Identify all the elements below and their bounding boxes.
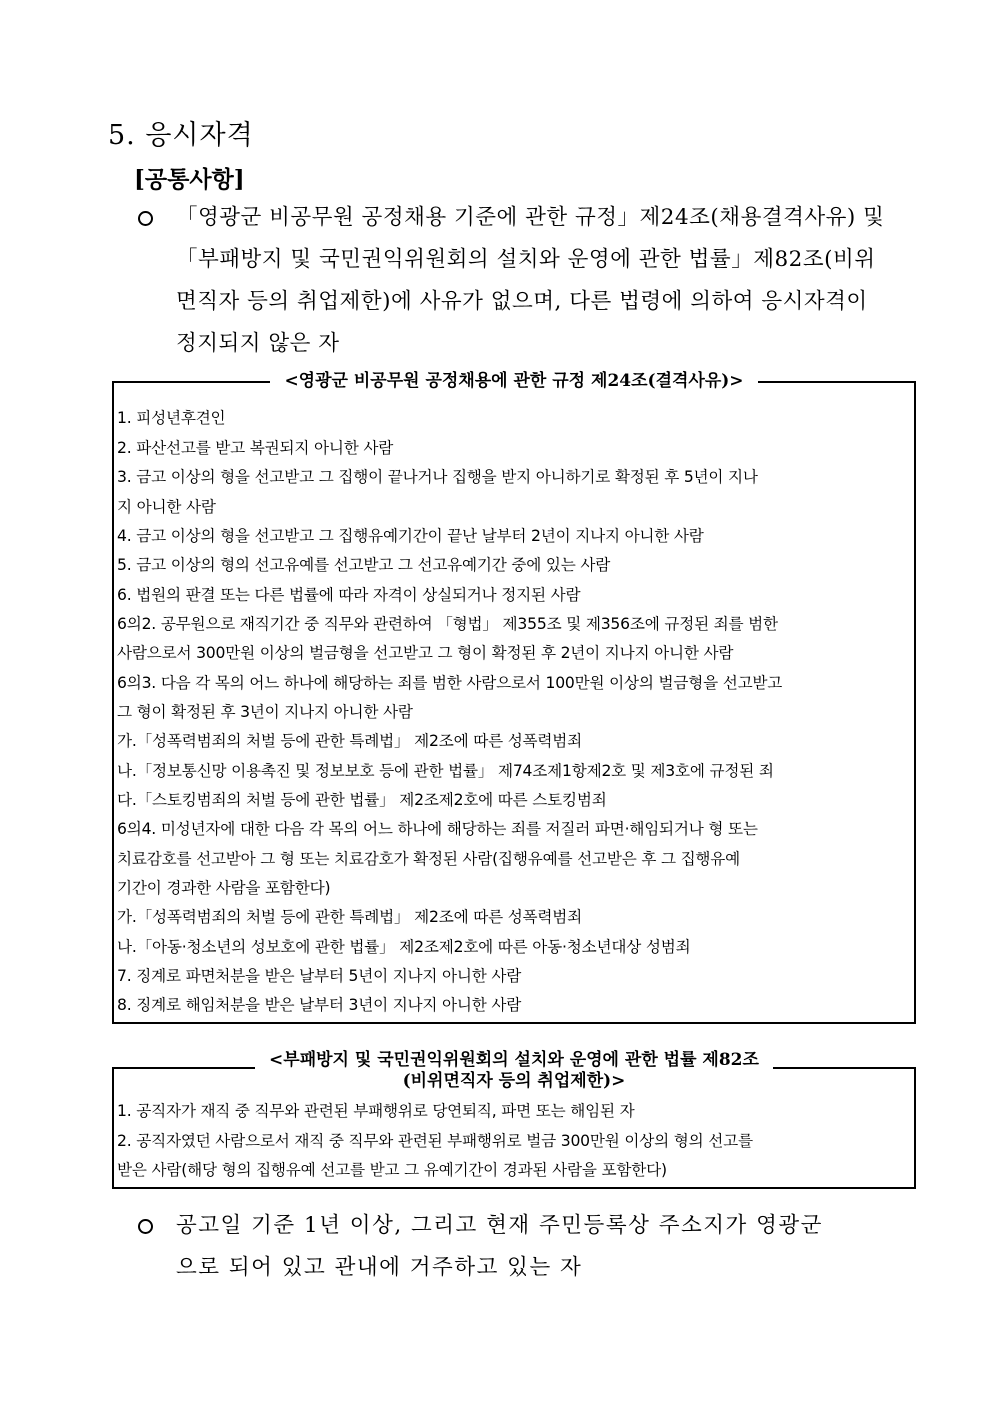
box-line: 7. 징계로 파면처분을 받은 날부터 5년이 지나지 아니한 사람 [117, 967, 522, 985]
bullet-line: 공고일 기준 1년 이상, 그리고 현재 주민등록상 주소지가 영광군 [176, 1213, 823, 1238]
box-line: 8. 징계로 해임처분을 받은 날부터 3년이 지나지 아니한 사람 [117, 996, 522, 1014]
box-line: 지 아니한 사람 [117, 498, 216, 516]
box-line: 사람으로서 300만원 이상의 벌금형을 선고받고 그 형이 확정된 후 2년이 지나지 아니한 사람 [117, 644, 734, 662]
bullet-item-eligibility [138, 200, 908, 360]
box-line: 6의2. 공무원으로 재직기간 중 직무와 관련하여 「형법」 제355조 및 제356조에 규정된 죄를 범한 [117, 615, 778, 633]
box-line: 나.「정보통신망 이용촉진 및 정보보호 등에 관한 법률」 제74조제1항제2호 및 제3호에 규정된 죄 [117, 762, 774, 780]
section-subheading: [공통사항] [134, 166, 245, 193]
box-line: 6. 법원의 판결 또는 다른 법률에 따라 자격이 상실되거나 정지된 사람 [117, 586, 581, 604]
box-line: 받은 사람(해당 형의 집행유예 선고를 받고 그 유예기간이 경과된 사람을 포함한다) [117, 1161, 667, 1179]
section-heading: 5. 응시자격 [108, 120, 254, 151]
box-line: 가.「성폭력범죄의 처벌 등에 관한 특례법」 제2조에 따른 성폭력범죄 [117, 908, 583, 926]
box-title [114, 371, 914, 392]
box-line: 1. 피성년후견인 [117, 409, 226, 427]
hollow-circle-icon [138, 1219, 153, 1234]
corruption-box [112, 1050, 916, 1189]
box-line: 4. 금고 이상의 형을 선고받고 그 집행유예기간이 끝난 날부터 2년이 지나지 아니한 사람 [117, 527, 704, 545]
box-line: 치료감호를 선고받아 그 형 또는 치료감호가 확정된 사람(집행유예를 선고받은 후 그 집행유예 [117, 850, 741, 868]
box-title-line: (비위면직자 등의 취업제한)> [402, 1071, 626, 1091]
box-line: 6의3. 다음 각 목의 어느 하나에 해당하는 죄를 범한 사람으로서 100만원 이상의 벌금형을 선고받고 [117, 674, 783, 692]
box-line: 2. 파산선고를 받고 복권되지 아니한 사람 [117, 439, 394, 457]
box-title [114, 1050, 914, 1092]
hollow-circle-icon [138, 211, 153, 226]
box-title-line: <부패방지 및 국민권익위원회의 설치와 운영에 관한 법률 제82조 [255, 1050, 773, 1071]
box-line: 나.「아동·청소년의 성보호에 관한 법률」 제2조제2호에 따른 아동·청소년대상 성범죄 [117, 938, 691, 956]
bullet-line: 으로 되어 있고 관내에 거주하고 있는 자 [176, 1255, 583, 1280]
bullet-item-residency [138, 1208, 908, 1288]
box-line: 5. 금고 이상의 형의 선고유예를 선고받고 그 선고유예기간 중에 있는 사람 [117, 556, 611, 574]
box-line: 가.「성폭력범죄의 처벌 등에 관한 특례법」 제2조에 따른 성폭력범죄 [117, 732, 583, 750]
box-line: 3. 금고 이상의 형을 선고받고 그 집행이 끝나거나 집행을 받지 아니하기로 확정된 후 5년이 지나 [117, 468, 758, 486]
box-line: 1. 공직자가 재직 중 직무와 관련된 부패행위로 당연퇴직, 파면 또는 해임된 자 [117, 1102, 635, 1120]
box-line: 다.「스토킹범죄의 처벌 등에 관한 법률」 제2조제2호에 따른 스토킹범죄 [117, 791, 607, 809]
box-title-text: <영광군 비공무원 공정채용에 관한 규정 제24조(결격사유)> [270, 371, 757, 392]
bullet-line: 「부패방지 및 국민권익위원회의 설치와 운영에 관한 법률」제82조(비위 [176, 247, 876, 272]
box-line: 2. 공직자였던 사람으로서 재직 중 직무와 관련된 부패행위로 벌금 300만원 이상의 형의 선고를 [117, 1132, 753, 1150]
box-line: 6의4. 미성년자에 대한 다음 각 목의 어느 하나에 해당하는 죄를 저질러 파면·해임되거나 형 또는 [117, 820, 758, 838]
bullet-line: 「영광군 비공무원 공정채용 기준에 관한 규정」제24조(채용결격사유) 및 [176, 205, 885, 230]
bullet-line: 정지되지 않은 자 [176, 331, 340, 356]
box-line: 그 형이 확정된 후 3년이 지나지 아니한 사람 [117, 703, 413, 721]
box-line: 기간이 경과한 사람을 포함한다) [117, 879, 331, 897]
disqualification-box [112, 371, 916, 1024]
bullet-line: 면직자 등의 취업제한)에 사유가 없으며, 다른 법령에 의하여 응시자격이 [176, 289, 868, 314]
